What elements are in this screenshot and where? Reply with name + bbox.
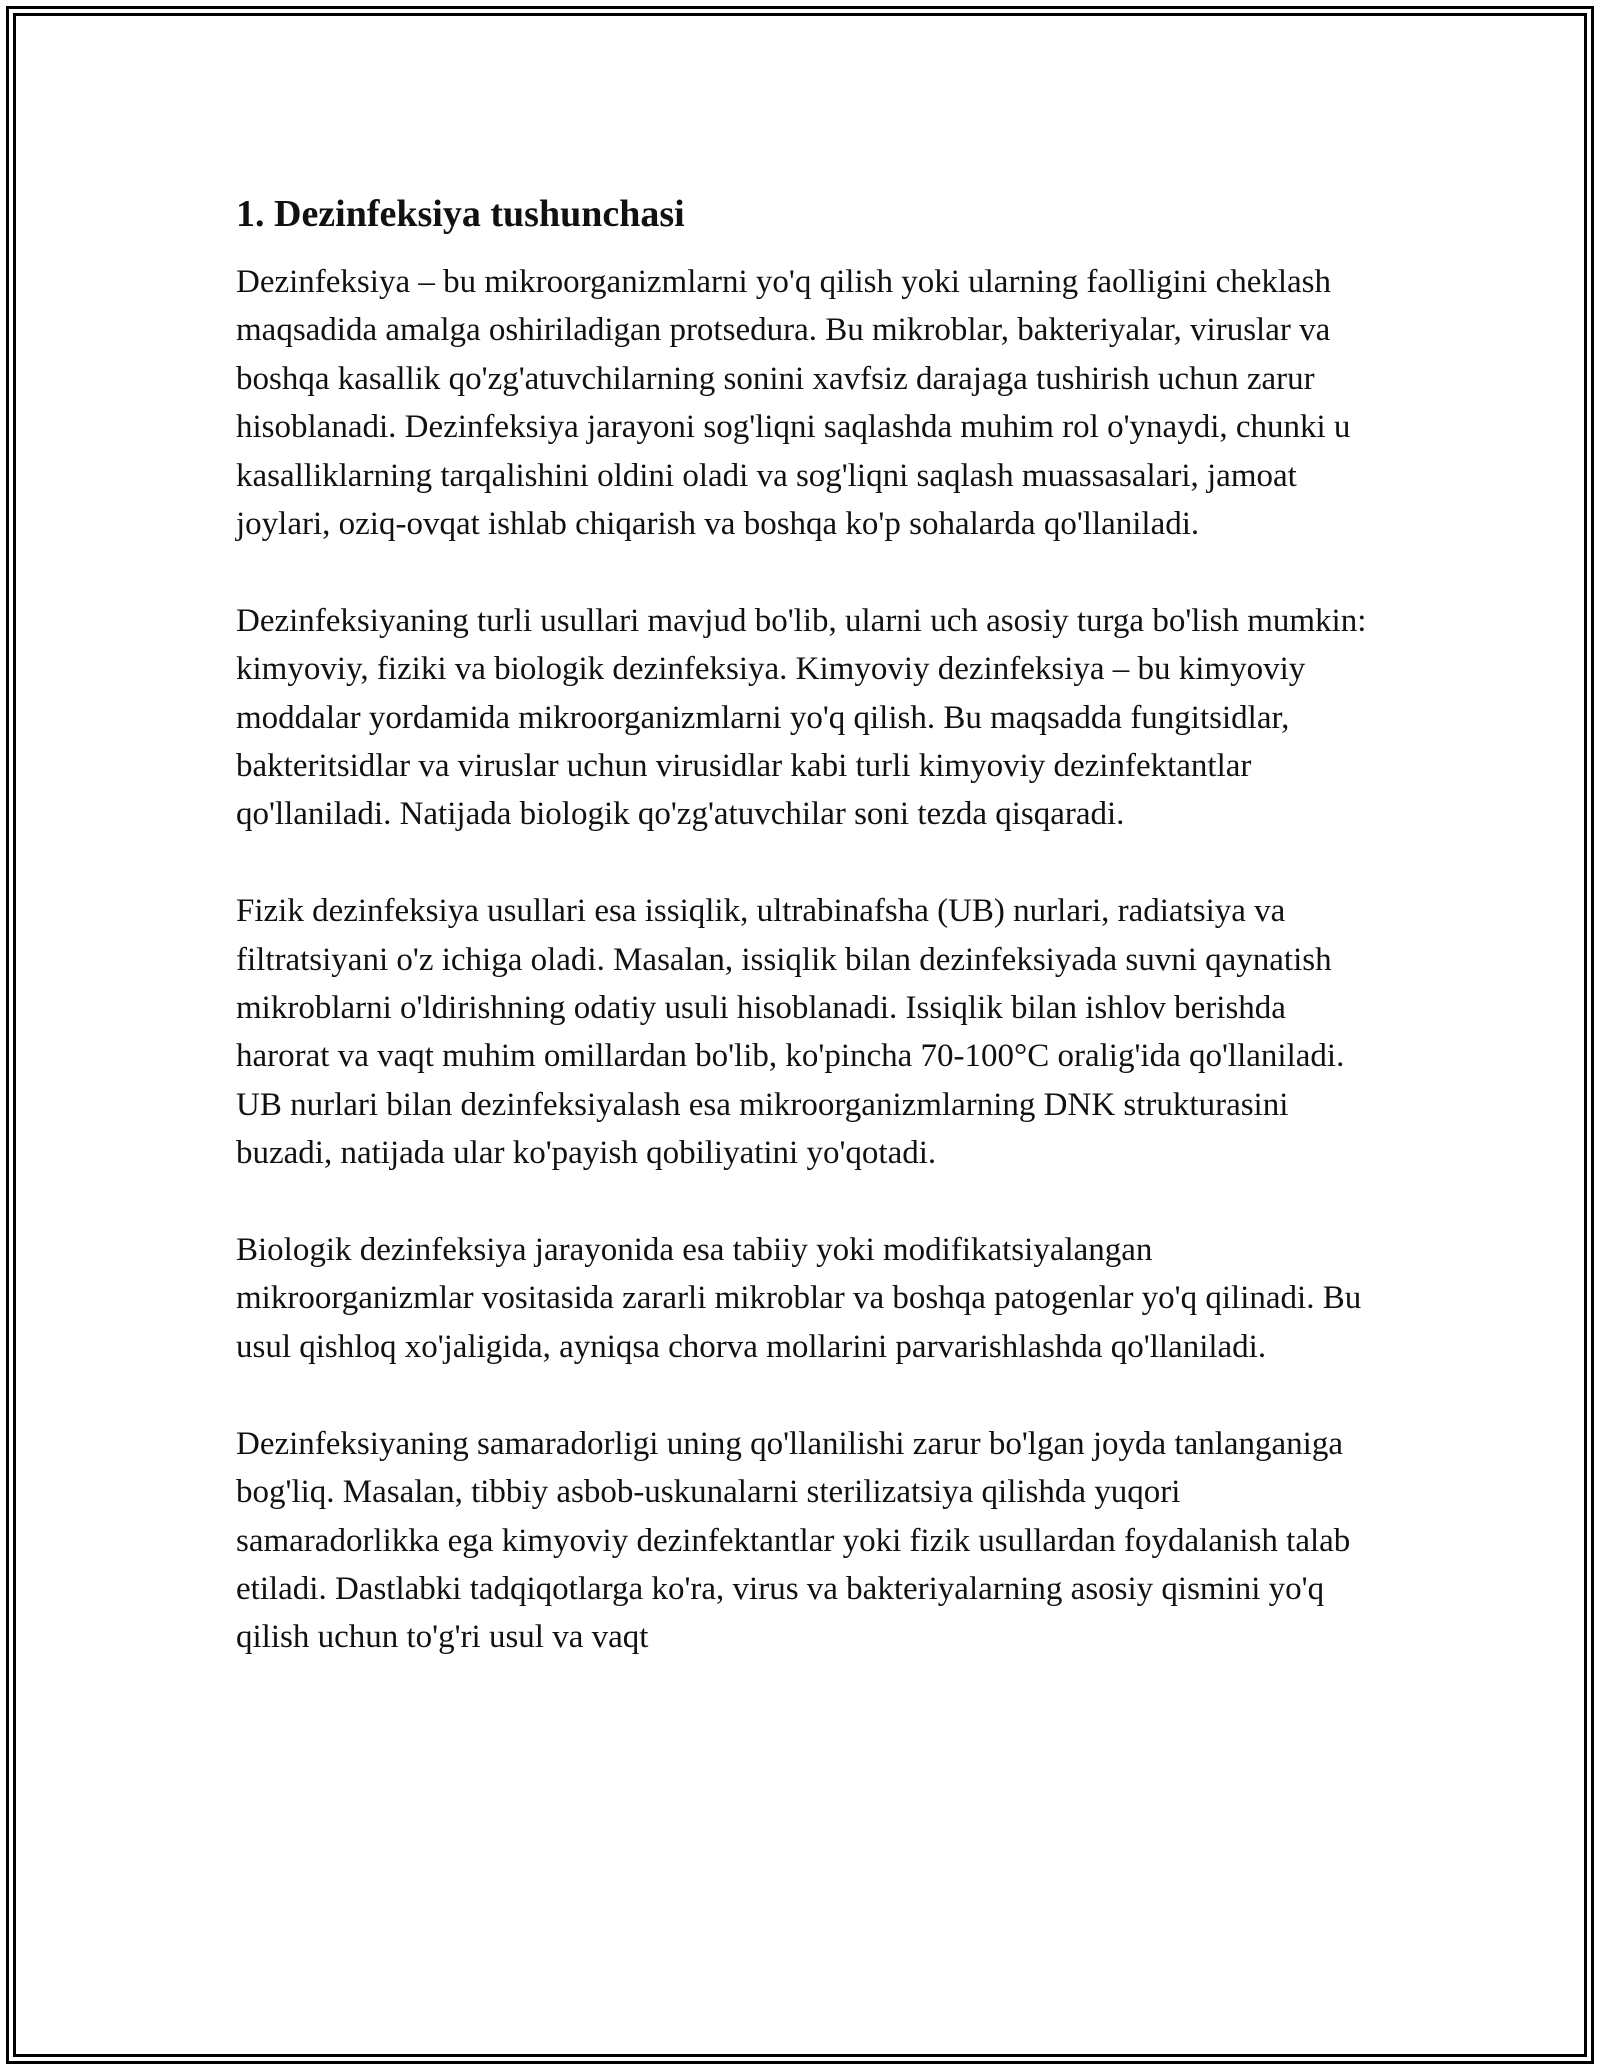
paragraph-definition: Dezinfeksiya – bu mikroorganizmlarni yo'q qilish yoki ularning faolligini cheklash maqsadida amalga oshiriladigan protsedura. Bu mikroblar, bakteriyalar, viruslar va boshqa kasallik qo'zg'atuvchilarning sonini xavfsiz darajaga tushirish uchun zarur hisoblanadi. Dezinfeksiya jarayoni sog'liqni saqlashda muhim rol o'ynaydi, chunki u kasalliklarning tarqalishini oldini oladi va sog'liqni saqlash muassasalari, jamoat joylari, oziq-ovqat ishlab chiqarish va boshqa ko'p sohalarda qo'llaniladi. <box>236 264 1351 543</box>
paragraph-biological: Biologik dezinfeksiya jarayonida esa tabiiy yoki modifikatsiyalangan mikroorganizmlar vositasida zararli mikroblar va boshqa patogenlar yo'q qilinadi. Bu usul qishloq xo'jaligida, ayniqsa chorva mollarini parvarishlashda qo'llaniladi. <box>236 1232 1362 1365</box>
paragraph-physical: Fizik dezinfeksiya usullari esa issiqlik, ultrabinafsha (UB) nurlari, radiatsiya va filtratsiyani o'z ichiga oladi. Masalan, issiqlik bilan dezinfeksiyada suvni qaynatish mikroblarni o'ldirishning odatiy usuli hisoblanadi. Issiqlik bilan ishlov berishda harorat va vaqt muhim omillardan bo'lib, ko'pincha 70-100°C oralig'ida qo'llaniladi. UB nurlari bilan dezinfeksiyalash esa mikroorganizmlarning DNK strukturasini buzadi, natijada ular ko'payish qobiliyatini yo'qotadi. <box>236 893 1345 1172</box>
document-body <box>236 188 1376 1662</box>
paragraph-methods: Dezinfeksiyaning turli usullari mavjud bo'lib, ularni uch asosiy turga bo'lish mumkin: kimyoviy, fiziki va biologik dezinfeksiya. Kimyoviy dezinfeksiya – bu kimyoviy moddalar yordamida mikroorganizmlarni yo'q qilish. Bu maqsadda fungitsidlar, bakteritsidlar va viruslar uchun virusidlar kabi turli kimyoviy dezinfektantlar qo'llaniladi. Natijada biologik qo'zg'atuvchilar soni tezda qisqaradi. <box>236 602 1367 833</box>
paragraph-effectiveness: Dezinfeksiyaning samaradorligi uning qo'llanilishi zarur bo'lgan joyda tanlanganiga bog'liq. Masalan, tibbiy asbob-uskunalarni sterilizatsiya qilishda yuqori samaradorlikka ega kimyoviy dezinfektantlar yoki fizik usullardan foydalanish talab etiladi. Dastlabki tadqiqotlarga ko'ra, virus va bakteriyalarning asosiy qismini yo'q qilish uchun to'g'ri usul va vaqt <box>236 1425 1351 1656</box>
section-heading: 1. Dezinfeksiya tushunchasi <box>236 193 685 235</box>
